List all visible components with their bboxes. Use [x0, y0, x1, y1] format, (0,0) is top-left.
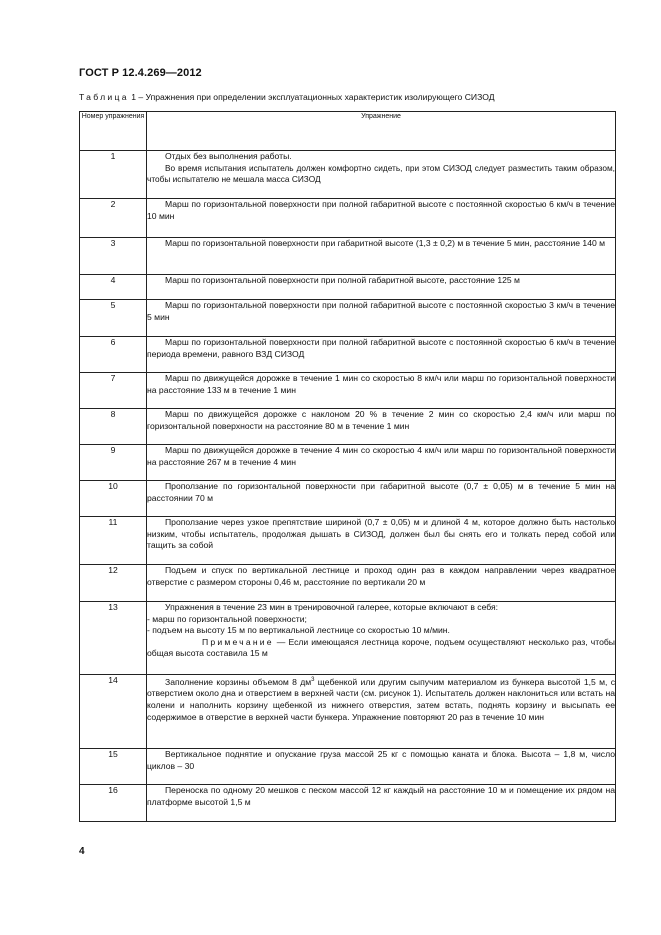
row-text-main: Переноска по одному 20 мешков с песком массой 12 кг каждый на расстояние 10 м и помещение их рядом на платформе высотой 1,5 м: [147, 785, 615, 807]
row-number: 7: [80, 373, 147, 409]
table-row: [80, 409, 616, 445]
table-row: [80, 749, 616, 785]
page-number: 4: [79, 846, 85, 857]
row-text-main: Отдых без выполнения работы.: [165, 151, 292, 161]
table-row: [80, 565, 616, 602]
list-item: - подъем на высоту 15 м по вертикальной лестнице со скоростью 10 м/мин.: [147, 625, 450, 636]
row-text: [147, 481, 616, 517]
table-row: [80, 445, 616, 481]
row-number: 11: [80, 517, 147, 565]
document-title: ГОСТ Р 12.4.269—2012: [79, 67, 202, 79]
row-text: [147, 373, 616, 409]
row-text-main: Проползание через узкое препятствие шириной (0,7 ± 0,05) м и длиной 4 м, которое должно быть настолько низким, чтобы испытатель, продолжая дышать в СИЗОД, должен был бы снять его и толкать перед собой или тащить за собой: [147, 517, 615, 551]
exercises-table: [79, 111, 616, 822]
row-text-main: Марш по движущейся дорожке в течение 1 мин со скоростью 8 км/ч или марш по горизонтальной поверхности на расстояние 133 м в течение 1 мин: [147, 373, 615, 395]
row-number: 6: [80, 337, 147, 373]
row-text-main: Марш по движущейся дорожке в течение 4 мин со скоростью 4 км/ч или марш по горизонтальной поверхности на расстояние 267 м в течение 4 мин: [147, 445, 615, 467]
row-number: 10: [80, 481, 147, 517]
row-text-main: Марш по горизонтальной поверхности при полной габаритной высоте с постоянной скоростью 6 км/ч в течение 10 мин: [147, 199, 615, 221]
row-text-main: Марш по горизонтальной поверхности при полной габаритной высоте с постоянной скоростью 6 км/ч в течение периода времени, равного ВЗД СИЗОД: [147, 337, 615, 359]
row-number: 4: [80, 275, 147, 300]
row-text: [147, 337, 616, 373]
row-number: 15: [80, 749, 147, 785]
row-text: [147, 602, 616, 675]
row-text-sub: Во время испытания испытатель должен комфортно сидеть, при этом СИЗОД следует разместить таким образом, чтобы испытателю не мешала масса СИЗОД: [147, 162, 615, 185]
row-text: [147, 565, 616, 602]
row-text: [147, 749, 616, 785]
row-note: [147, 637, 615, 660]
row-number: 9: [80, 445, 147, 481]
table-row: [80, 517, 616, 565]
row-text: [147, 275, 616, 300]
row-text: [147, 151, 616, 199]
list-item: - марш по горизонтальной поверхности;: [147, 613, 307, 624]
column-header-exercise: Упражнение: [147, 112, 616, 151]
table-row: [80, 238, 616, 275]
row-text-main: Марш по движущейся дорожке с наклоном 20 % в течение 2 мин со скоростью 2,4 км/ч или марш по горизонтальной поверхности на расстояние 80 м в течение 1 мин: [147, 409, 615, 431]
superscript: 3: [311, 677, 315, 683]
table-row: [80, 675, 616, 749]
table-row: [80, 275, 616, 300]
text-part: щебенкой или другим сыпучим материалом из бункера высотой 1,5 м, с отверстием около дна и отверстием в верхней части (см. рисунок 1). Испытатель должен наклониться или встать на колени и наполнить корзину щебенкой из нижнего отверстия, затем встать, поднять корзину и высыпать ее содержимое в отверстие в верхней части бункера. Упражнение повторяют 20 раз в течение 10 мин: [147, 676, 615, 722]
row-text-main: Подъем и спуск по вертикальной лестнице и проход один раз в каждом направлении через квадратное отверстие с размером стороны 0,46 м, расстояние по вертикали 20 м: [147, 565, 615, 587]
table-row: [80, 373, 616, 409]
row-text-main: Марш по горизонтальной поверхности при полной габаритной высоте с постоянной скоростью 3 км/ч в течение 5 мин: [147, 300, 615, 322]
row-text-main: Марш по горизонтальной поверхности при полной габаритной высоте, расстояние 125 м: [165, 275, 520, 285]
row-number: 13: [80, 602, 147, 675]
row-number: 3: [80, 238, 147, 275]
note-label: Примечание: [202, 636, 274, 647]
row-text-main: [147, 675, 615, 723]
row-text: [147, 785, 616, 822]
table-caption: [79, 92, 599, 102]
row-text: [147, 199, 616, 238]
table-row: [80, 300, 616, 337]
row-text: [147, 445, 616, 481]
row-text-main: Проползание по горизонтальной поверхности при габаритной высоте (0,7 ± 0,05) м в течение 5 мин на расстоянии 70 м: [147, 481, 615, 503]
row-number: 5: [80, 300, 147, 337]
row-text: [147, 238, 616, 275]
row-number: 2: [80, 199, 147, 238]
row-text-main: Марш по горизонтальной поверхности при габаритной высоте (1,3 ± 0,2) м в течение 5 мин, расстояние 140 м: [165, 238, 606, 248]
row-number: 14: [80, 675, 147, 749]
row-text-main: Упражнения в течение 23 мин в тренировочной галерее, которые включают в себя:: [165, 602, 499, 612]
row-number: 8: [80, 409, 147, 445]
table-header-row: [80, 112, 616, 151]
table-row: [80, 602, 616, 675]
table-row: [80, 785, 616, 822]
row-number: 16: [80, 785, 147, 822]
table-row: [80, 199, 616, 238]
row-text: [147, 300, 616, 337]
row-text-main: Вертикальное поднятие и опускание груза массой 25 кг с помощью каната и блока. Высота – 1,8 м, число циклов – 30: [147, 749, 615, 771]
note-text: — Если имеющаяся лестница короче, подъем осуществляют несколько раз, чтобы общая высота составила 15 м: [147, 636, 615, 659]
row-number: 12: [80, 565, 147, 602]
column-header-number: Номер упражнения: [80, 112, 147, 151]
table-caption-text: – Упражнения при определении эксплуатационных характеристик изолирующего СИЗОД: [138, 92, 495, 102]
row-text: [147, 675, 616, 749]
table-caption-word: Таблица: [79, 92, 129, 102]
text-part: Заполнение корзины объемом 8 дм: [165, 676, 312, 687]
table-row: [80, 337, 616, 373]
table-row: [80, 151, 616, 199]
table-caption-number: 1: [131, 92, 136, 102]
row-text: [147, 409, 616, 445]
row-number: 1: [80, 151, 147, 199]
table-row: [80, 481, 616, 517]
row-text: [147, 517, 616, 565]
